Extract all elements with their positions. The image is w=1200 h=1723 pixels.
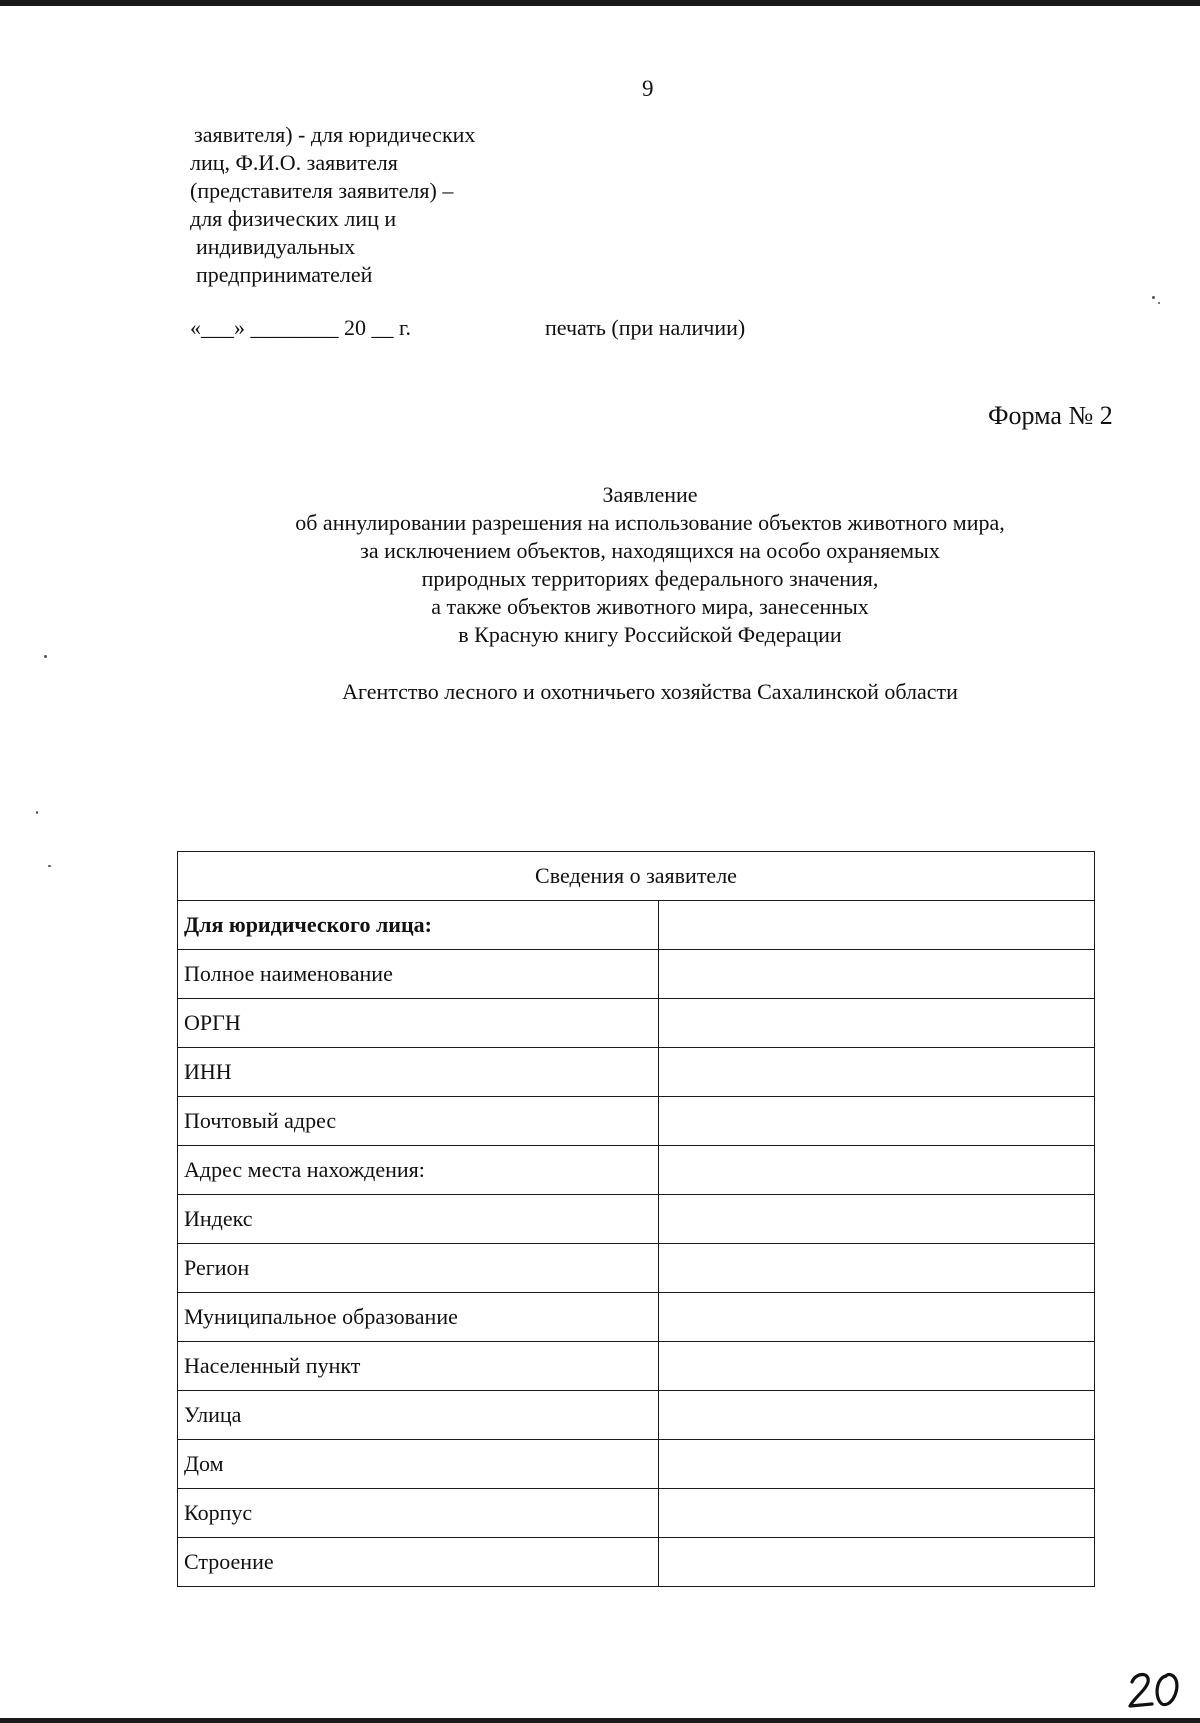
scan-speck — [44, 655, 47, 658]
applicant-signature-note — [190, 121, 475, 289]
document-title — [200, 481, 1100, 649]
handwritten-page-mark — [1126, 1668, 1184, 1712]
title-line: а также объектов животного мира, занесенных — [431, 594, 869, 619]
note-line: лиц, Ф.И.О. заявителя — [190, 150, 398, 175]
note-line: предпринимателей — [196, 262, 373, 287]
table-row — [178, 1097, 1095, 1146]
table-row — [178, 950, 1095, 999]
table-header-row — [178, 852, 1095, 901]
scan-speck — [48, 865, 51, 867]
table-row — [178, 901, 1095, 950]
row-value-field[interactable] — [658, 1489, 1094, 1538]
row-value-field[interactable] — [658, 901, 1094, 950]
row-value-field[interactable] — [658, 1048, 1094, 1097]
row-value-field[interactable] — [658, 1391, 1094, 1440]
row-label: Почтовый адрес — [178, 1097, 659, 1146]
row-label: Для юридического лица: — [178, 901, 659, 950]
row-label: Адрес места нахождения: — [178, 1146, 659, 1195]
row-label: Муниципальное образование — [178, 1293, 659, 1342]
note-line: заявителя) - для юридических — [194, 122, 476, 147]
note-line: индивидуальных — [196, 234, 356, 259]
row-value-field[interactable] — [658, 1146, 1094, 1195]
row-label: ИНН — [178, 1048, 659, 1097]
row-value-field[interactable] — [658, 1342, 1094, 1391]
row-label: Регион — [178, 1244, 659, 1293]
note-line: (представителя заявителя) – — [190, 178, 454, 203]
scan-speck — [1152, 296, 1155, 299]
row-value-field[interactable] — [658, 1538, 1094, 1587]
title-line: в Красную книгу Российской Федерации — [458, 622, 842, 647]
row-value-field[interactable] — [658, 1195, 1094, 1244]
row-label: ОРГН — [178, 999, 659, 1048]
scan-speck — [36, 811, 38, 814]
table-row — [178, 1440, 1095, 1489]
title-line: за исключением объектов, находящихся на особо охраняемых — [360, 538, 940, 563]
table-row — [178, 1489, 1095, 1538]
row-value-field[interactable] — [658, 950, 1094, 999]
row-label: Индекс — [178, 1195, 659, 1244]
row-label: Строение — [178, 1538, 659, 1587]
row-value-field[interactable] — [658, 1293, 1094, 1342]
title-line: об аннулировании разрешения на использование объектов животного мира, — [295, 510, 1005, 535]
row-value-field[interactable] — [658, 1440, 1094, 1489]
table-row — [178, 1538, 1095, 1587]
table-row — [178, 1048, 1095, 1097]
row-value-field[interactable] — [658, 999, 1094, 1048]
scan-speck — [1158, 302, 1160, 304]
row-label: Полное наименование — [178, 950, 659, 999]
stamp-note: печать (при наличии) — [545, 315, 746, 340]
agency-name: Агентство лесного и охотничьего хозяйства Сахалинской области — [342, 679, 958, 704]
scan-border-top — [0, 0, 1200, 6]
row-label: Корпус — [178, 1489, 659, 1538]
table-row — [178, 1244, 1095, 1293]
row-value-field[interactable] — [658, 1097, 1094, 1146]
title-line: Заявление — [602, 482, 698, 507]
row-label: Населенный пункт — [178, 1342, 659, 1391]
note-line: для физических лиц и — [190, 206, 397, 231]
applicant-info-table — [177, 851, 1095, 1587]
row-value-field[interactable] — [658, 1244, 1094, 1293]
table-row — [178, 1342, 1095, 1391]
form-number: Форма № 2 — [988, 401, 1113, 430]
table-row — [178, 1195, 1095, 1244]
table-row — [178, 1146, 1095, 1195]
date-line: «___» ________ 20 __ г. — [190, 315, 412, 340]
page-number: 9 — [642, 76, 654, 101]
row-label: Дом — [178, 1440, 659, 1489]
scan-border-bottom — [0, 1718, 1200, 1723]
row-label: Улица — [178, 1391, 659, 1440]
table-header: Сведения о заявителе — [178, 852, 1095, 901]
table-row — [178, 1293, 1095, 1342]
title-line: природных территориях федерального значения, — [421, 566, 879, 591]
table-row — [178, 999, 1095, 1048]
table-row — [178, 1391, 1095, 1440]
